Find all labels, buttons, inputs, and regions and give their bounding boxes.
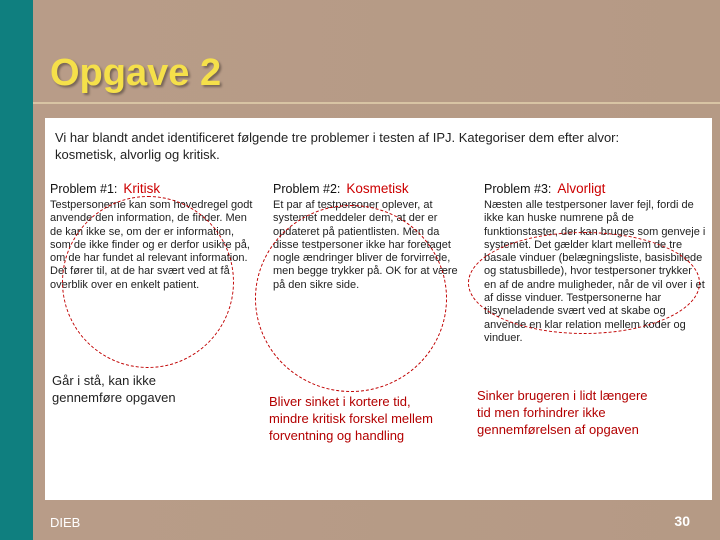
problem-1-heading bbox=[50, 181, 160, 196]
problem-3-note: Sinker brugeren i lidt længere tid men forhindrer ikke gennemførelsen af opgaven bbox=[477, 388, 648, 437]
annotation-circle-1 bbox=[62, 196, 234, 368]
page-number: 30 bbox=[674, 513, 690, 529]
problem-3-description: Næsten alle testpersoner laver fejl, fordi de ikke kan huske numrene på de funktionstaster, der kan bruges som genveje i systemet. Det gælder klart mellem de tre basale vinduer (belægningsliste, basisbillede og statusbillede), hvor testpersoner trykker en af de andre muligheder, når de vil over i et af disse vinduer. Testpersonerne har tilsyneladende svært ved at skabe og anvende en klar relation mellem koder og vinduer. bbox=[484, 199, 706, 344]
footer-organization: DIEB bbox=[50, 515, 81, 530]
problem-2-description: Et par af testpersoner oplever, at systemet meddeler dem, at der er opdateret på patientlisten. Men da disse testpersoner ikke har foretaget nogle ændringer bliver de forvirrede, men begge trykker på. OK for at være på den sikre side. bbox=[273, 199, 458, 291]
annotation-circle-3 bbox=[468, 232, 700, 334]
problem-1-rating: Kritisk bbox=[123, 181, 161, 196]
title-divider bbox=[33, 102, 720, 104]
problem-1-description: Testpersonerne kan som hovedregel godt anvende den information, de finder. Men de kan ikke se, om der er information, som de ikke finder og er derfor usikre på, om de har fundet al relevant information. Det fører til, at de har svært ved at få overblik over en enkelt patient. bbox=[50, 199, 253, 291]
annotation-circle-2 bbox=[255, 205, 447, 392]
intro-text: Vi har blandt andet identificeret følgende tre problemer i testen af IPJ. Kategoriser dem efter alvor: kosmetisk, alvorlig og kritisk. bbox=[55, 130, 620, 162]
problem-2-heading bbox=[273, 181, 409, 196]
slide-title: Opgave 2 bbox=[50, 52, 222, 94]
problem-3-label: Problem #3: bbox=[484, 182, 552, 196]
problem-1-label: Problem #1: bbox=[50, 182, 118, 196]
problem-3-heading bbox=[484, 181, 605, 196]
problem-3-rating: Alvorligt bbox=[557, 181, 606, 196]
problem-2-note: Bliver sinket i kortere tid, mindre kritisk forskel mellem forventning og handling bbox=[269, 394, 433, 443]
problem-1-note: Går i stå, kan ikke gennemføre opgaven bbox=[52, 373, 176, 405]
problem-2-label: Problem #2: bbox=[273, 182, 341, 196]
problem-2-rating: Kosmetisk bbox=[346, 181, 409, 196]
left-accent-band bbox=[0, 0, 33, 540]
